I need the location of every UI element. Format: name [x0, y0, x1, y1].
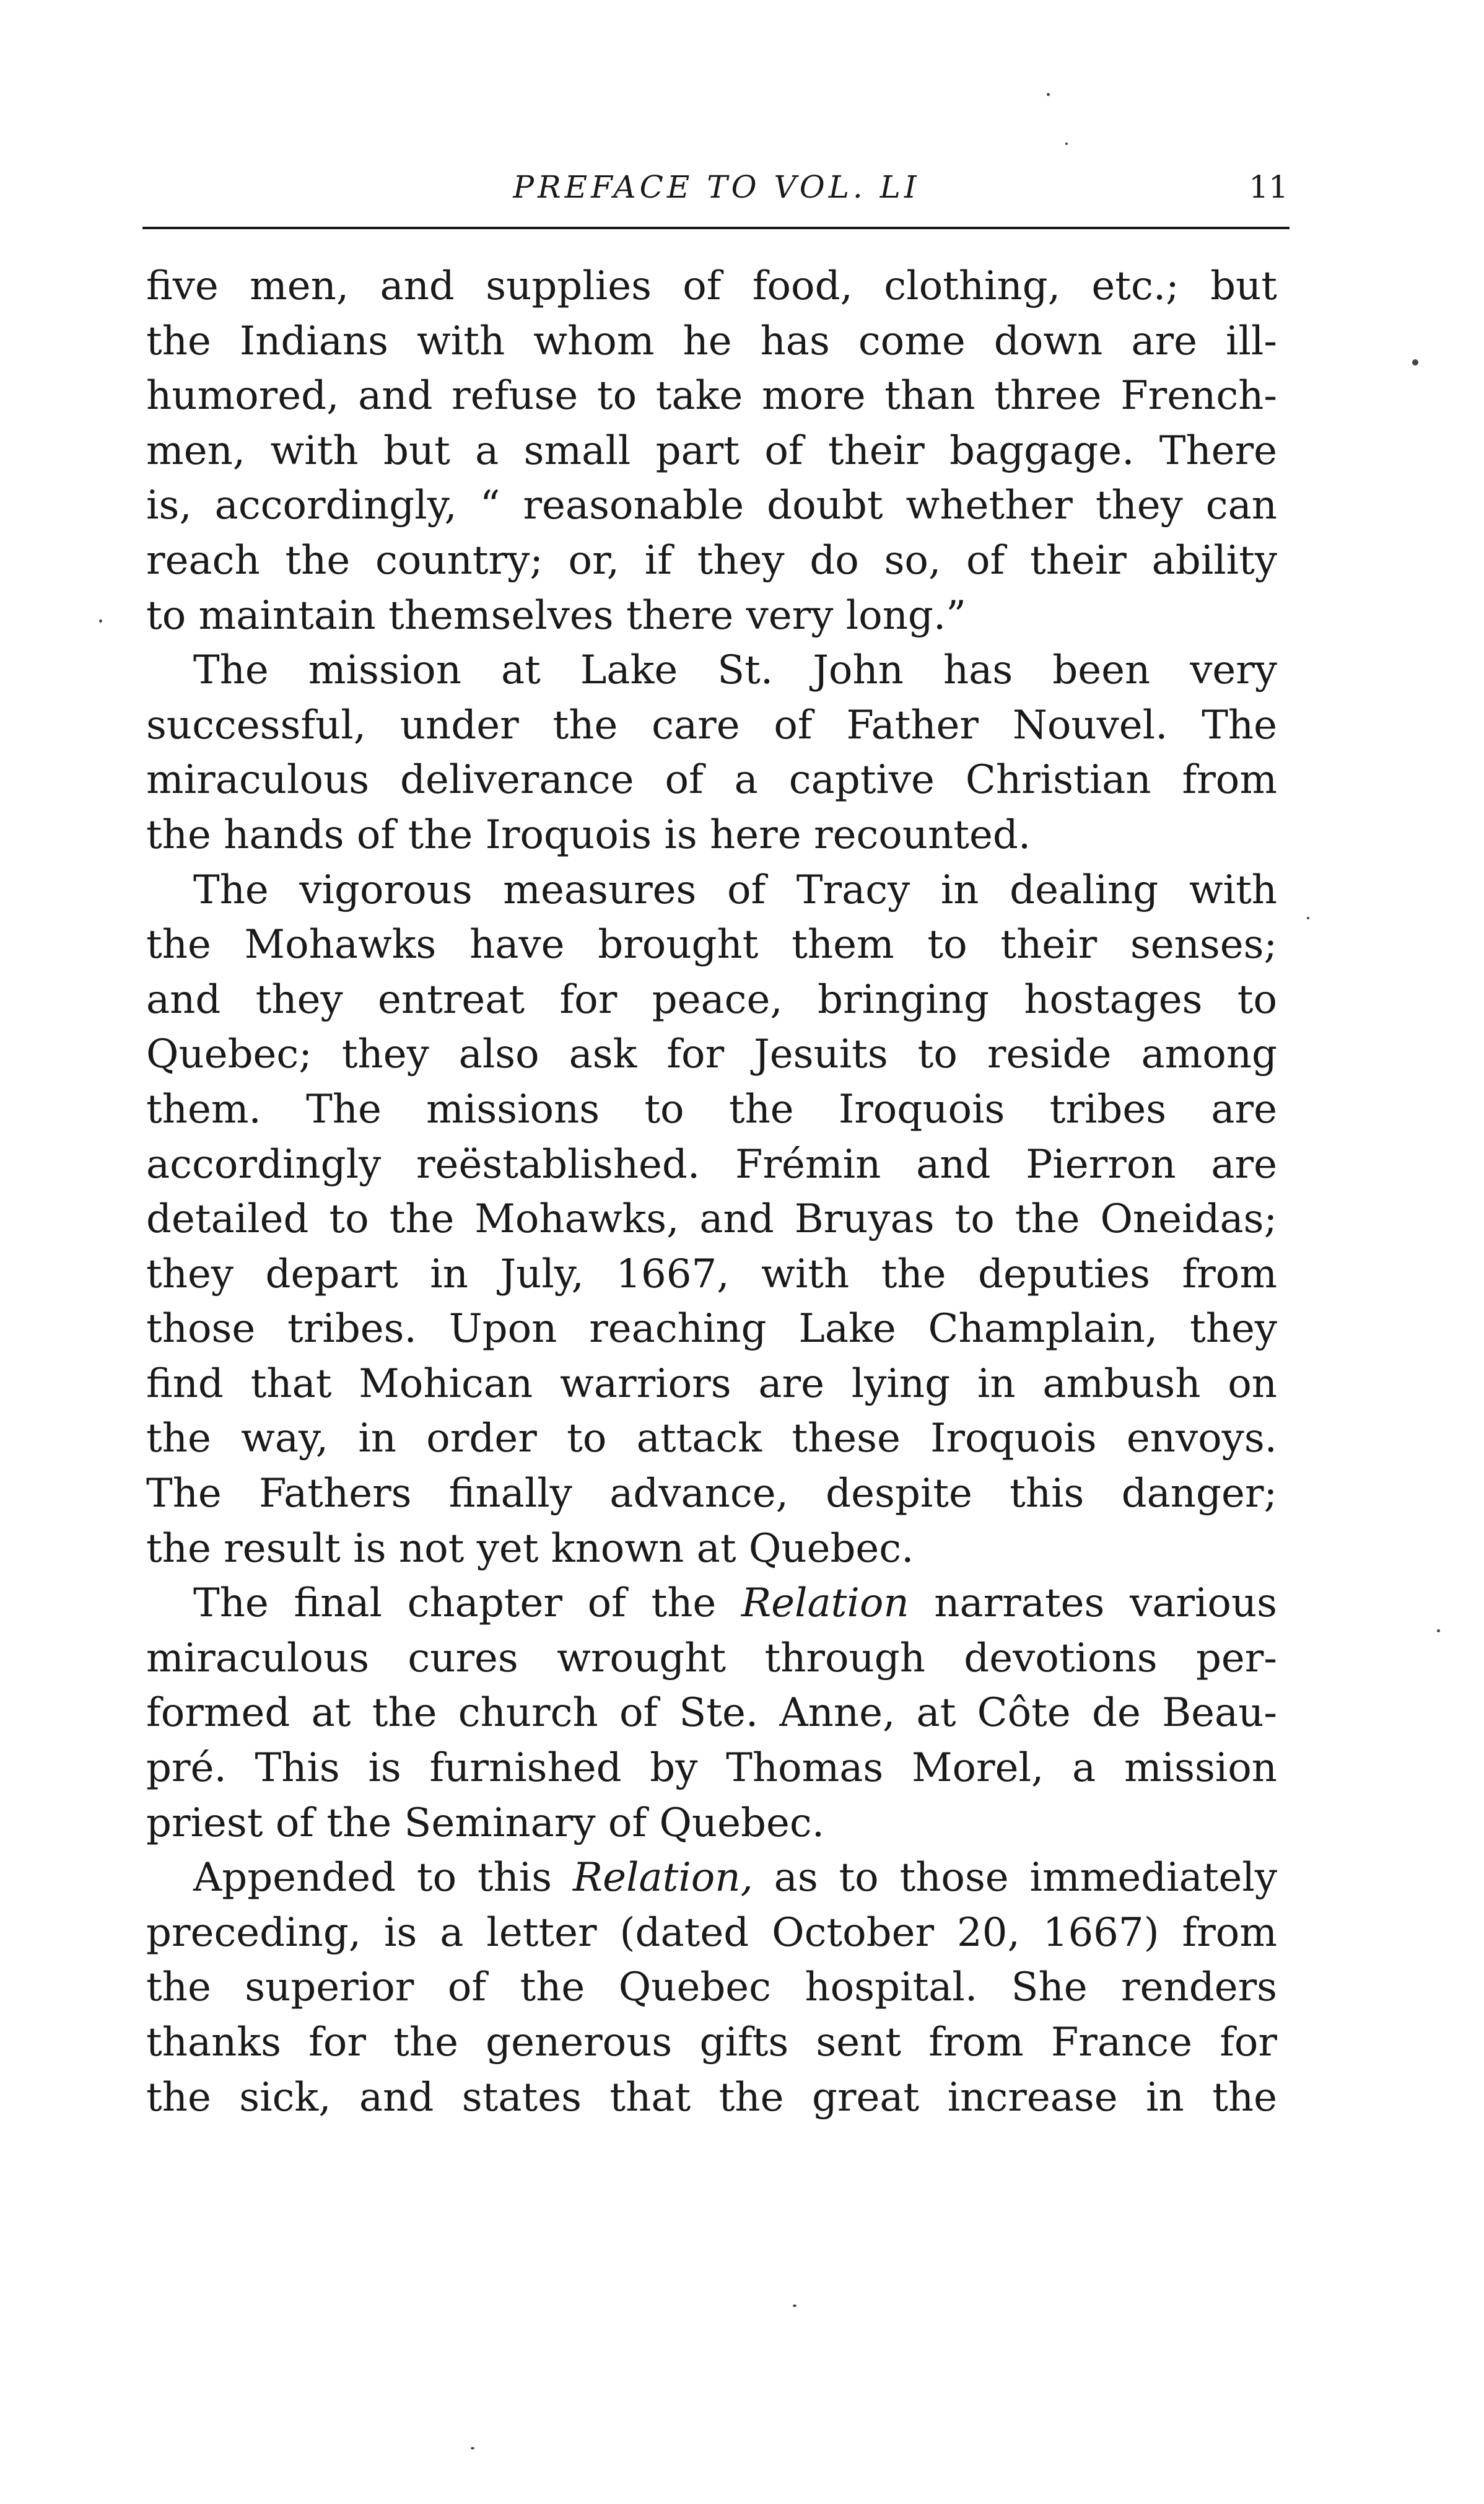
text-line: those tribes. Upon reaching Lake Champlain, they — [146, 1306, 1277, 1352]
paragraph-end-line: to maintain themselves there very long.” — [146, 592, 966, 639]
text-line: The Fathers finally advance, despite this danger; — [146, 1471, 1277, 1517]
text-line: miraculous cures wrought through devotions per- — [146, 1635, 1277, 1681]
text-line: thanks for the generous gifts sent from France for — [146, 2020, 1277, 2065]
text-line: pré. This is furnished by Thomas Morel, a mission — [146, 1745, 1277, 1792]
text-line: accordingly reëstablished. Frémin and Pierron are — [146, 1141, 1277, 1188]
text-line: the way, in order to attack these Iroquois envoys. — [146, 1416, 1277, 1462]
paragraph-start-line: The mission at Lake St. John has been very — [193, 647, 1277, 694]
italic-title: Relation, — [572, 1855, 753, 1901]
paragraph-start-line: The final chapter of the Relation narrates various — [193, 1580, 1278, 1627]
text-line: formed at the church of Ste. Anne, at Côte de Beau- — [146, 1690, 1277, 1736]
text-line: successful, under the care of Father Nouvel. The — [146, 702, 1277, 748]
running-head — [145, 162, 1288, 212]
scan-speck — [99, 619, 102, 623]
text-line: and they entreat for peace, bringing hostages to — [146, 976, 1277, 1023]
text-line: detailed to the Mohawks, and Bruyas to the Oneidas; — [146, 1196, 1277, 1243]
paragraph-end-line: the result is not yet known at Quebec. — [146, 1525, 914, 1572]
body-text — [146, 259, 1277, 2125]
paragraph-end-line: priest of the Seminary of Quebec. — [146, 1800, 825, 1846]
scan-speck — [471, 2447, 474, 2449]
text-line: preceding, is a letter (dated October 20, 1667) from — [146, 1909, 1277, 1956]
paragraph-start-line: Appended to this Relation, as to those immediately — [193, 1855, 1278, 1901]
scan-speck — [1437, 1629, 1440, 1632]
text-line: the Indians with whom he has come down are ill- — [146, 318, 1277, 364]
scan-speck — [793, 2305, 797, 2307]
text-line: them. The missions to the Iroquois tribes are — [146, 1086, 1277, 1132]
text-line: five men, and supplies of food, clothing, etc.; but — [146, 263, 1277, 309]
scan-speck — [1307, 917, 1309, 919]
scan-speck — [1065, 142, 1068, 145]
text-line: find that Mohican warriors are lying in ambush on — [146, 1360, 1277, 1407]
text-line: the sick, and states that the great increase in the — [146, 2074, 1277, 2121]
text-line: the Mohawks have brought them to their senses; — [146, 922, 1277, 968]
page-number: 11 — [1249, 169, 1288, 205]
text-line: humored, and refuse to take more than three French- — [146, 373, 1277, 419]
text-line: reach the country; or, if they do so, of their ability — [146, 537, 1277, 584]
text-line: Quebec; they also ask for Jesuits to reside among — [146, 1031, 1277, 1078]
text-line: men, with but a small part of their baggage. There — [146, 427, 1277, 474]
paragraph-start-line: The vigorous measures of Tracy in dealing with — [193, 867, 1277, 913]
text-line: the superior of the Quebec hospital. She renders — [146, 1964, 1277, 2011]
scan-speck — [1047, 93, 1050, 96]
header-rule — [142, 227, 1290, 229]
text-line: miraculous deliverance of a captive Christian from — [146, 757, 1277, 803]
running-title: PREFACE TO VOL. LI — [513, 169, 920, 205]
text-line: is, accordingly, “ reasonable doubt whether they can — [146, 483, 1277, 529]
paragraph-end-line: the hands of the Iroquois is here recounted. — [146, 812, 1031, 858]
text-line: they depart in July, 1667, with the deputies from — [146, 1251, 1277, 1297]
scan-speck — [1412, 359, 1418, 366]
italic-title: Relation — [741, 1580, 909, 1627]
